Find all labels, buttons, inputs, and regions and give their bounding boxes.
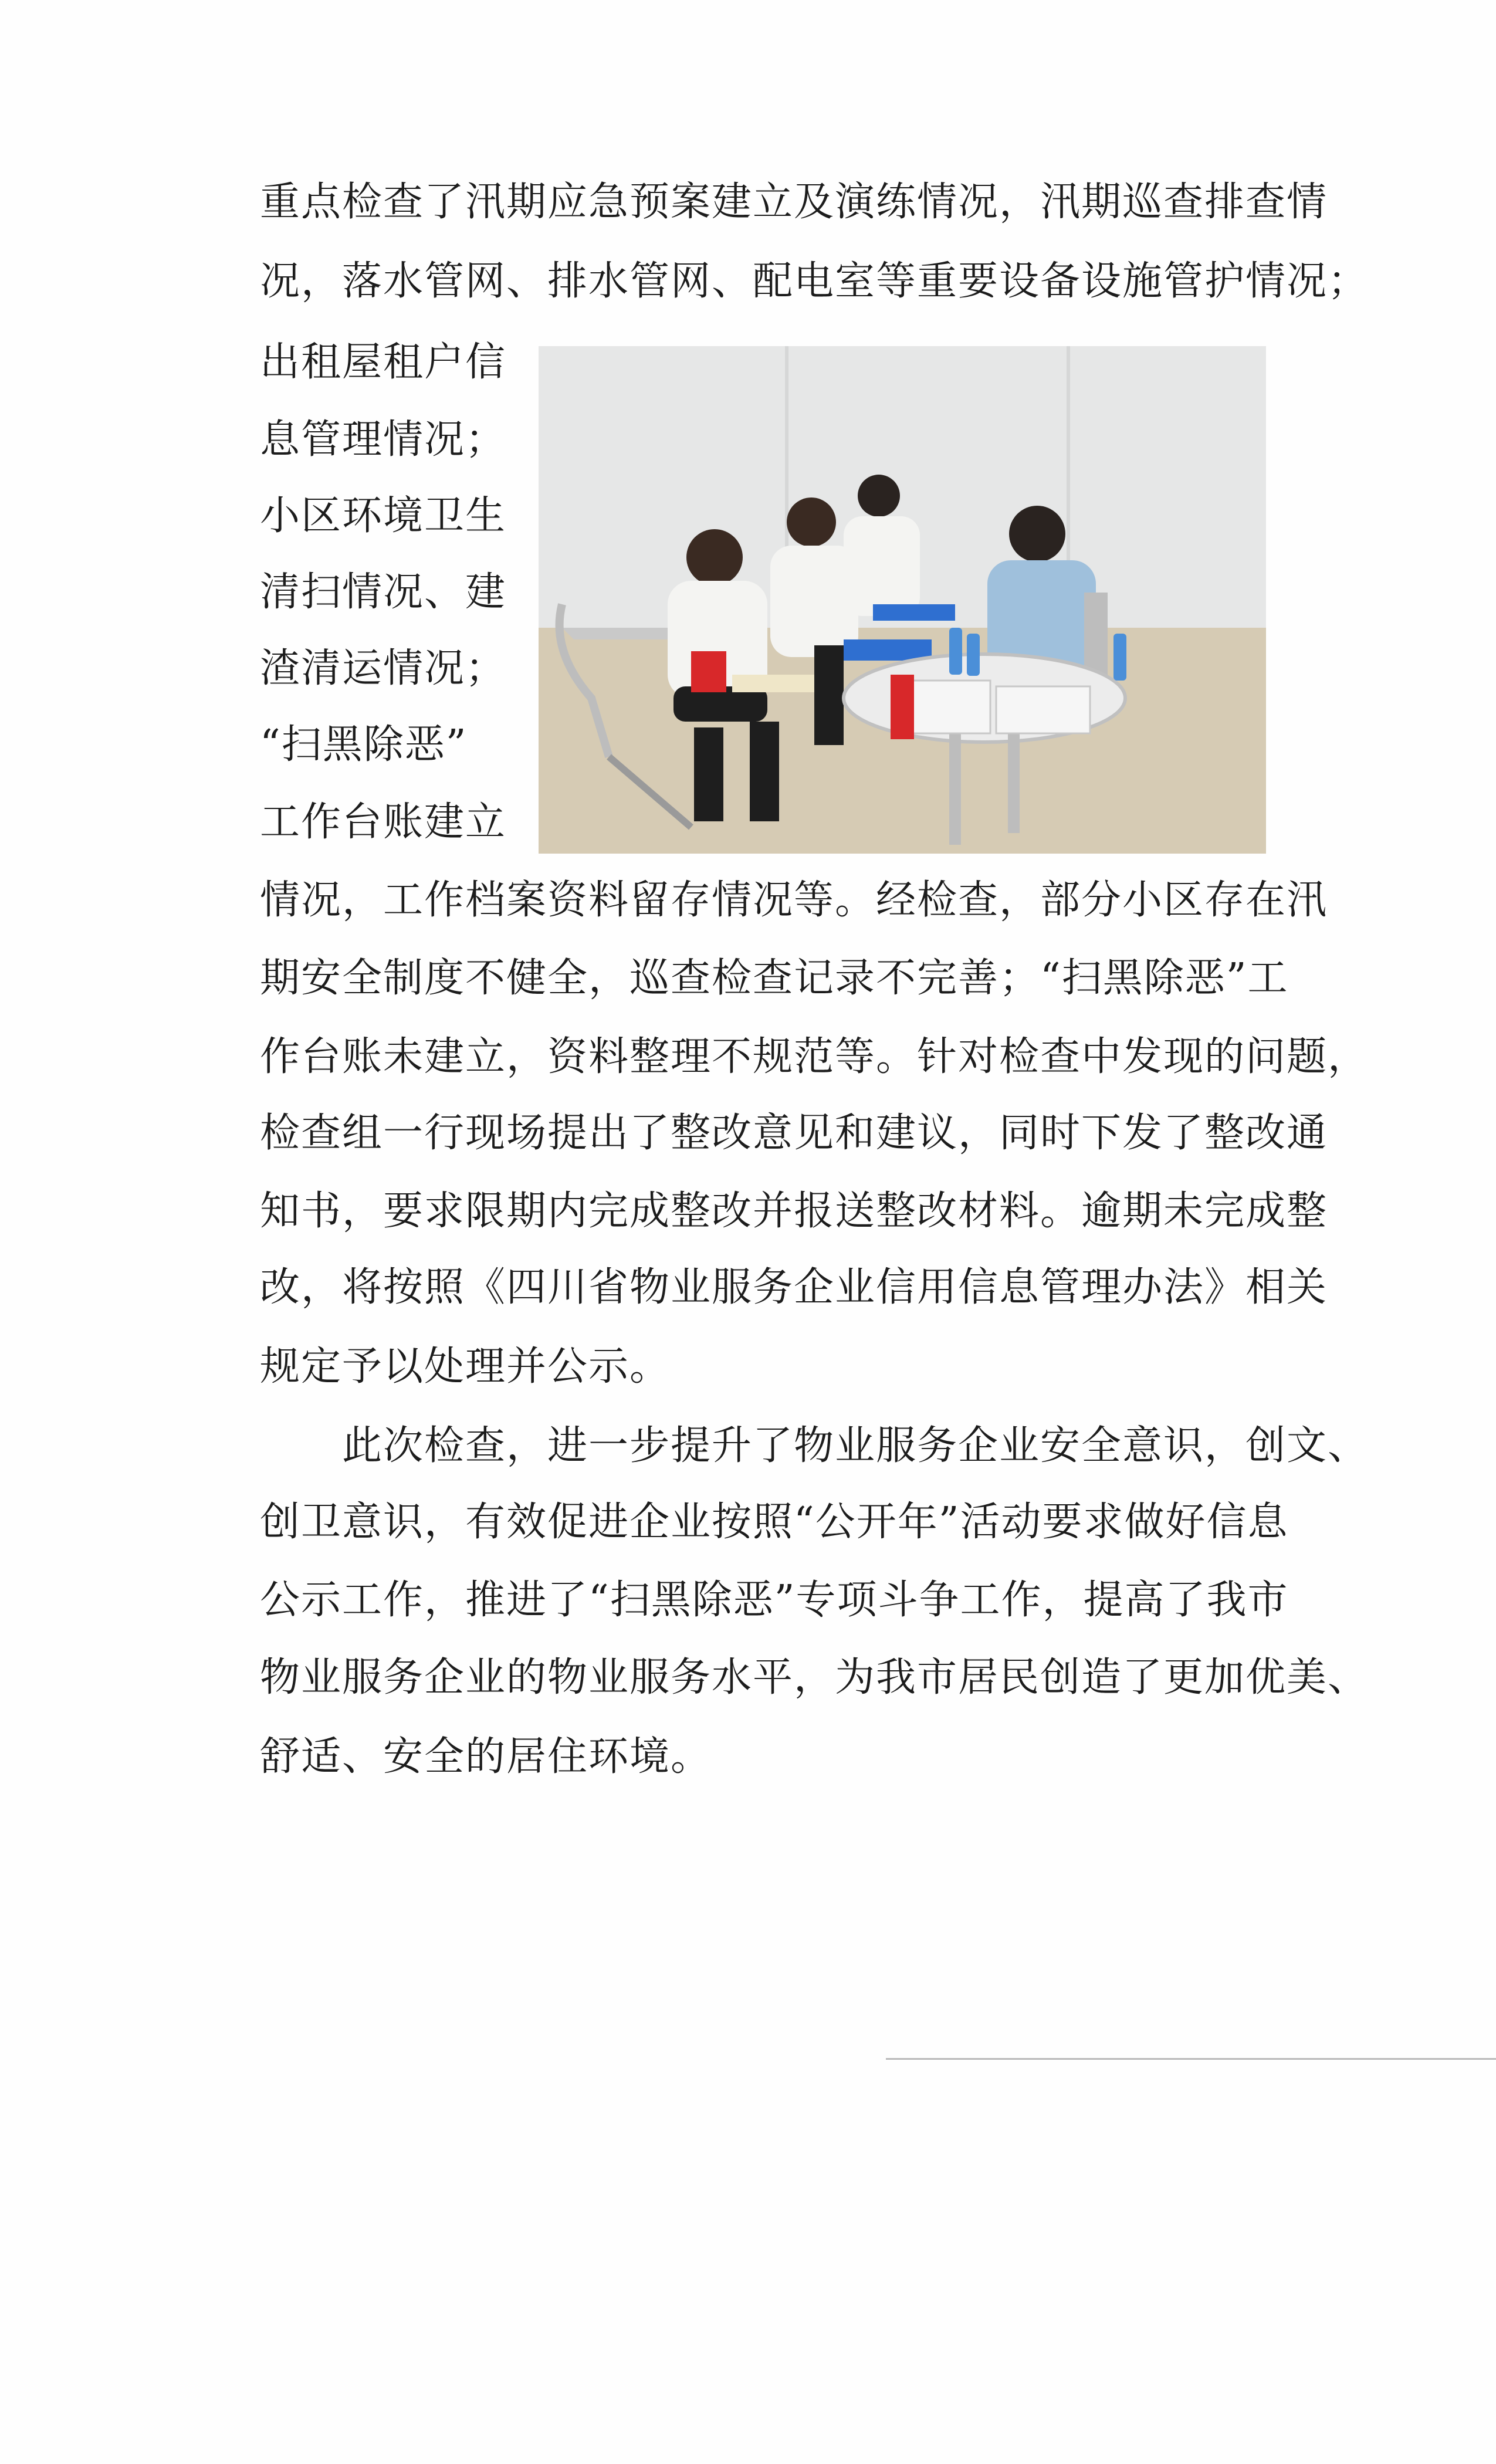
text-line: 知书，要求限期内完成整改并报送整改材料。逾期未完成整: [260, 1188, 1328, 1234]
text-line: 公示工作，推进了“扫黑除恶”专项斗争工作，提高了我市: [260, 1577, 1289, 1623]
text-line: 检查组一行现场提出了整改意见和建议，同时下发了整改通: [260, 1110, 1328, 1156]
meeting-photo-icon: [539, 346, 1266, 854]
text-line: 舒适、安全的居住环境。: [260, 1734, 712, 1780]
text-line: 创卫意识，有效促进企业按照“公开年”活动要求做好信息: [260, 1499, 1289, 1545]
text-line: 况，落水管网、排水管网、配电室等重要设备设施管护情况；: [260, 258, 1369, 304]
text-line: 工作台账建立: [260, 799, 507, 845]
text-line: 作台账未建立，资料整理不规范等。针对检查中发现的问题，: [260, 1034, 1369, 1080]
text-line: 渣清运情况；: [260, 645, 507, 692]
text-line: 出租屋租户信: [260, 339, 507, 385]
text-line: 清扫情况、建: [260, 569, 507, 615]
text-line: 改，将按照《四川省物业服务企业信用信息管理办法》相关: [260, 1264, 1328, 1311]
text-line: 物业服务企业的物业服务水平，为我市居民创造了更加优美、: [260, 1654, 1369, 1701]
text-line: 重点检查了汛期应急预案建立及演练情况，汛期巡查排查情: [260, 179, 1328, 225]
meeting-photo: [539, 346, 1266, 854]
text-line: 期安全制度不健全，巡查检查记录不完善；“扫黑除恶”工: [260, 955, 1289, 1001]
text-line: 规定予以处理并公示。: [260, 1343, 671, 1390]
text-line: “扫黑除恶”: [260, 722, 468, 768]
text-line: 息管理情况；: [260, 417, 507, 463]
page-divider: [886, 2058, 1496, 2060]
text-line: 情况，工作档案资料留存情况等。经检查，部分小区存在汛: [260, 877, 1328, 923]
text-line: 此次检查，进一步提升了物业服务企业安全意识，创文、: [342, 1423, 1369, 1469]
text-line: 小区环境卫生: [260, 493, 507, 539]
